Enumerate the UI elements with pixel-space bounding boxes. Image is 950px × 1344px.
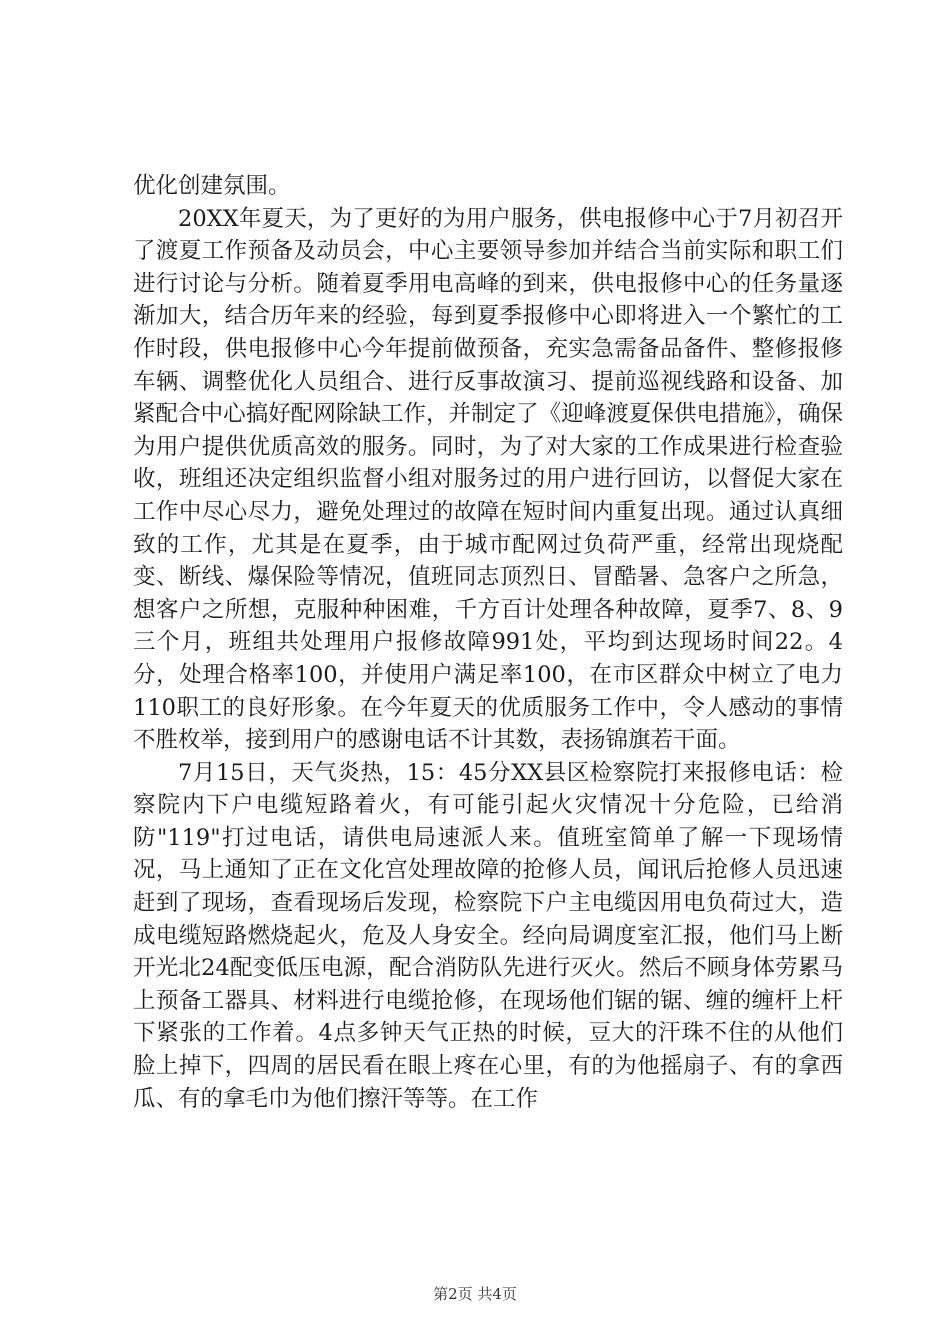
paragraph-continuation: 优化创建氛围。 — [133, 173, 291, 199]
document-body — [133, 170, 843, 1115]
page-footer: 第2页 共4页 — [433, 1285, 517, 1303]
paragraph-july-15-incident: 7月15日，天气炎热，15：45分XX县区检察院打来报修电话：检察院内下户电缆短路着火，有可能引起火灾情况十分危险，已给消防"119"打过电话，请供电局速派人来。值班室简单了解一下现场情况，马上通知了正在文化宫处理故障的抢修人员，闻讯后抢修人员迅速赶到了现场，查看现场后发现，检察院下户主电缆因用电负荷过大，造成电缆短路燃烧起火，危及人身安全。经向局调度室汇报，他们马上断开光北24配变低压电源，配合消防队先进行灭火。然后不顾身体劳累马上预备工器具、材料进行电缆抢修，在现场他们锯的锯、缠的缠杆上杆下紧张的工作着。4点多钟天气正热的时候，豆大的汗珠不住的从他们脸上掉下，四周的居民看在眼上疼在心里，有的为他摇扇子、有的拿西瓜、有的拿毛巾为他们擦汗等等。在工作 — [133, 759, 843, 1112]
paragraph-summer-service: 20XX年夏天，为了更好的为用户服务，供电报修中心于7月初召开了渡夏工作预备及动员会，中心主要领导参加并结合当前实际和职工们进行讨论与分析。随着夏季用电高峰的到来，供电报修中心的任务量逐渐加大，结合历年来的经验，每到夏季报修中心即将进入一个繁忙的工作时段，供电报修中心今年提前做预备，充实急需备品备件、整修报修车辆、调整优化人员组合、进行反事故演习、提前巡视线路和设备、加紧配合中心搞好配网除缺工作，并制定了《迎峰渡夏保供电措施》，确保为用户提供优质高效的服务。同时，为了对大家的工作成果进行检查验收，班组还决定组织监督小组对服务过的用户进行回访，以督促大家在工作中尽心尽力，避免处理过的故障在短时间内重复出现。通过认真细致的工作，尤其是在夏季，由于城市配网过负荷严重，经常出现烧配变、断线、爆保险等情况，值班同志顶烈日、冒酷暑、急客户之所急，想客户之所想，克服种种困难，千方百计处理各种故障，夏季7、8、9三个月，班组共处理用户报修故障991处，平均到达现场时间22。4分，处理合格率100，并使用户满足率100，在市区群众中树立了电力110职工的良好形象。在今年夏天的优质服务工作中，令人感动的事情不胜枚举，接到用户的感谢电话不计其数，表扬锦旗若干面。 — [133, 205, 843, 754]
